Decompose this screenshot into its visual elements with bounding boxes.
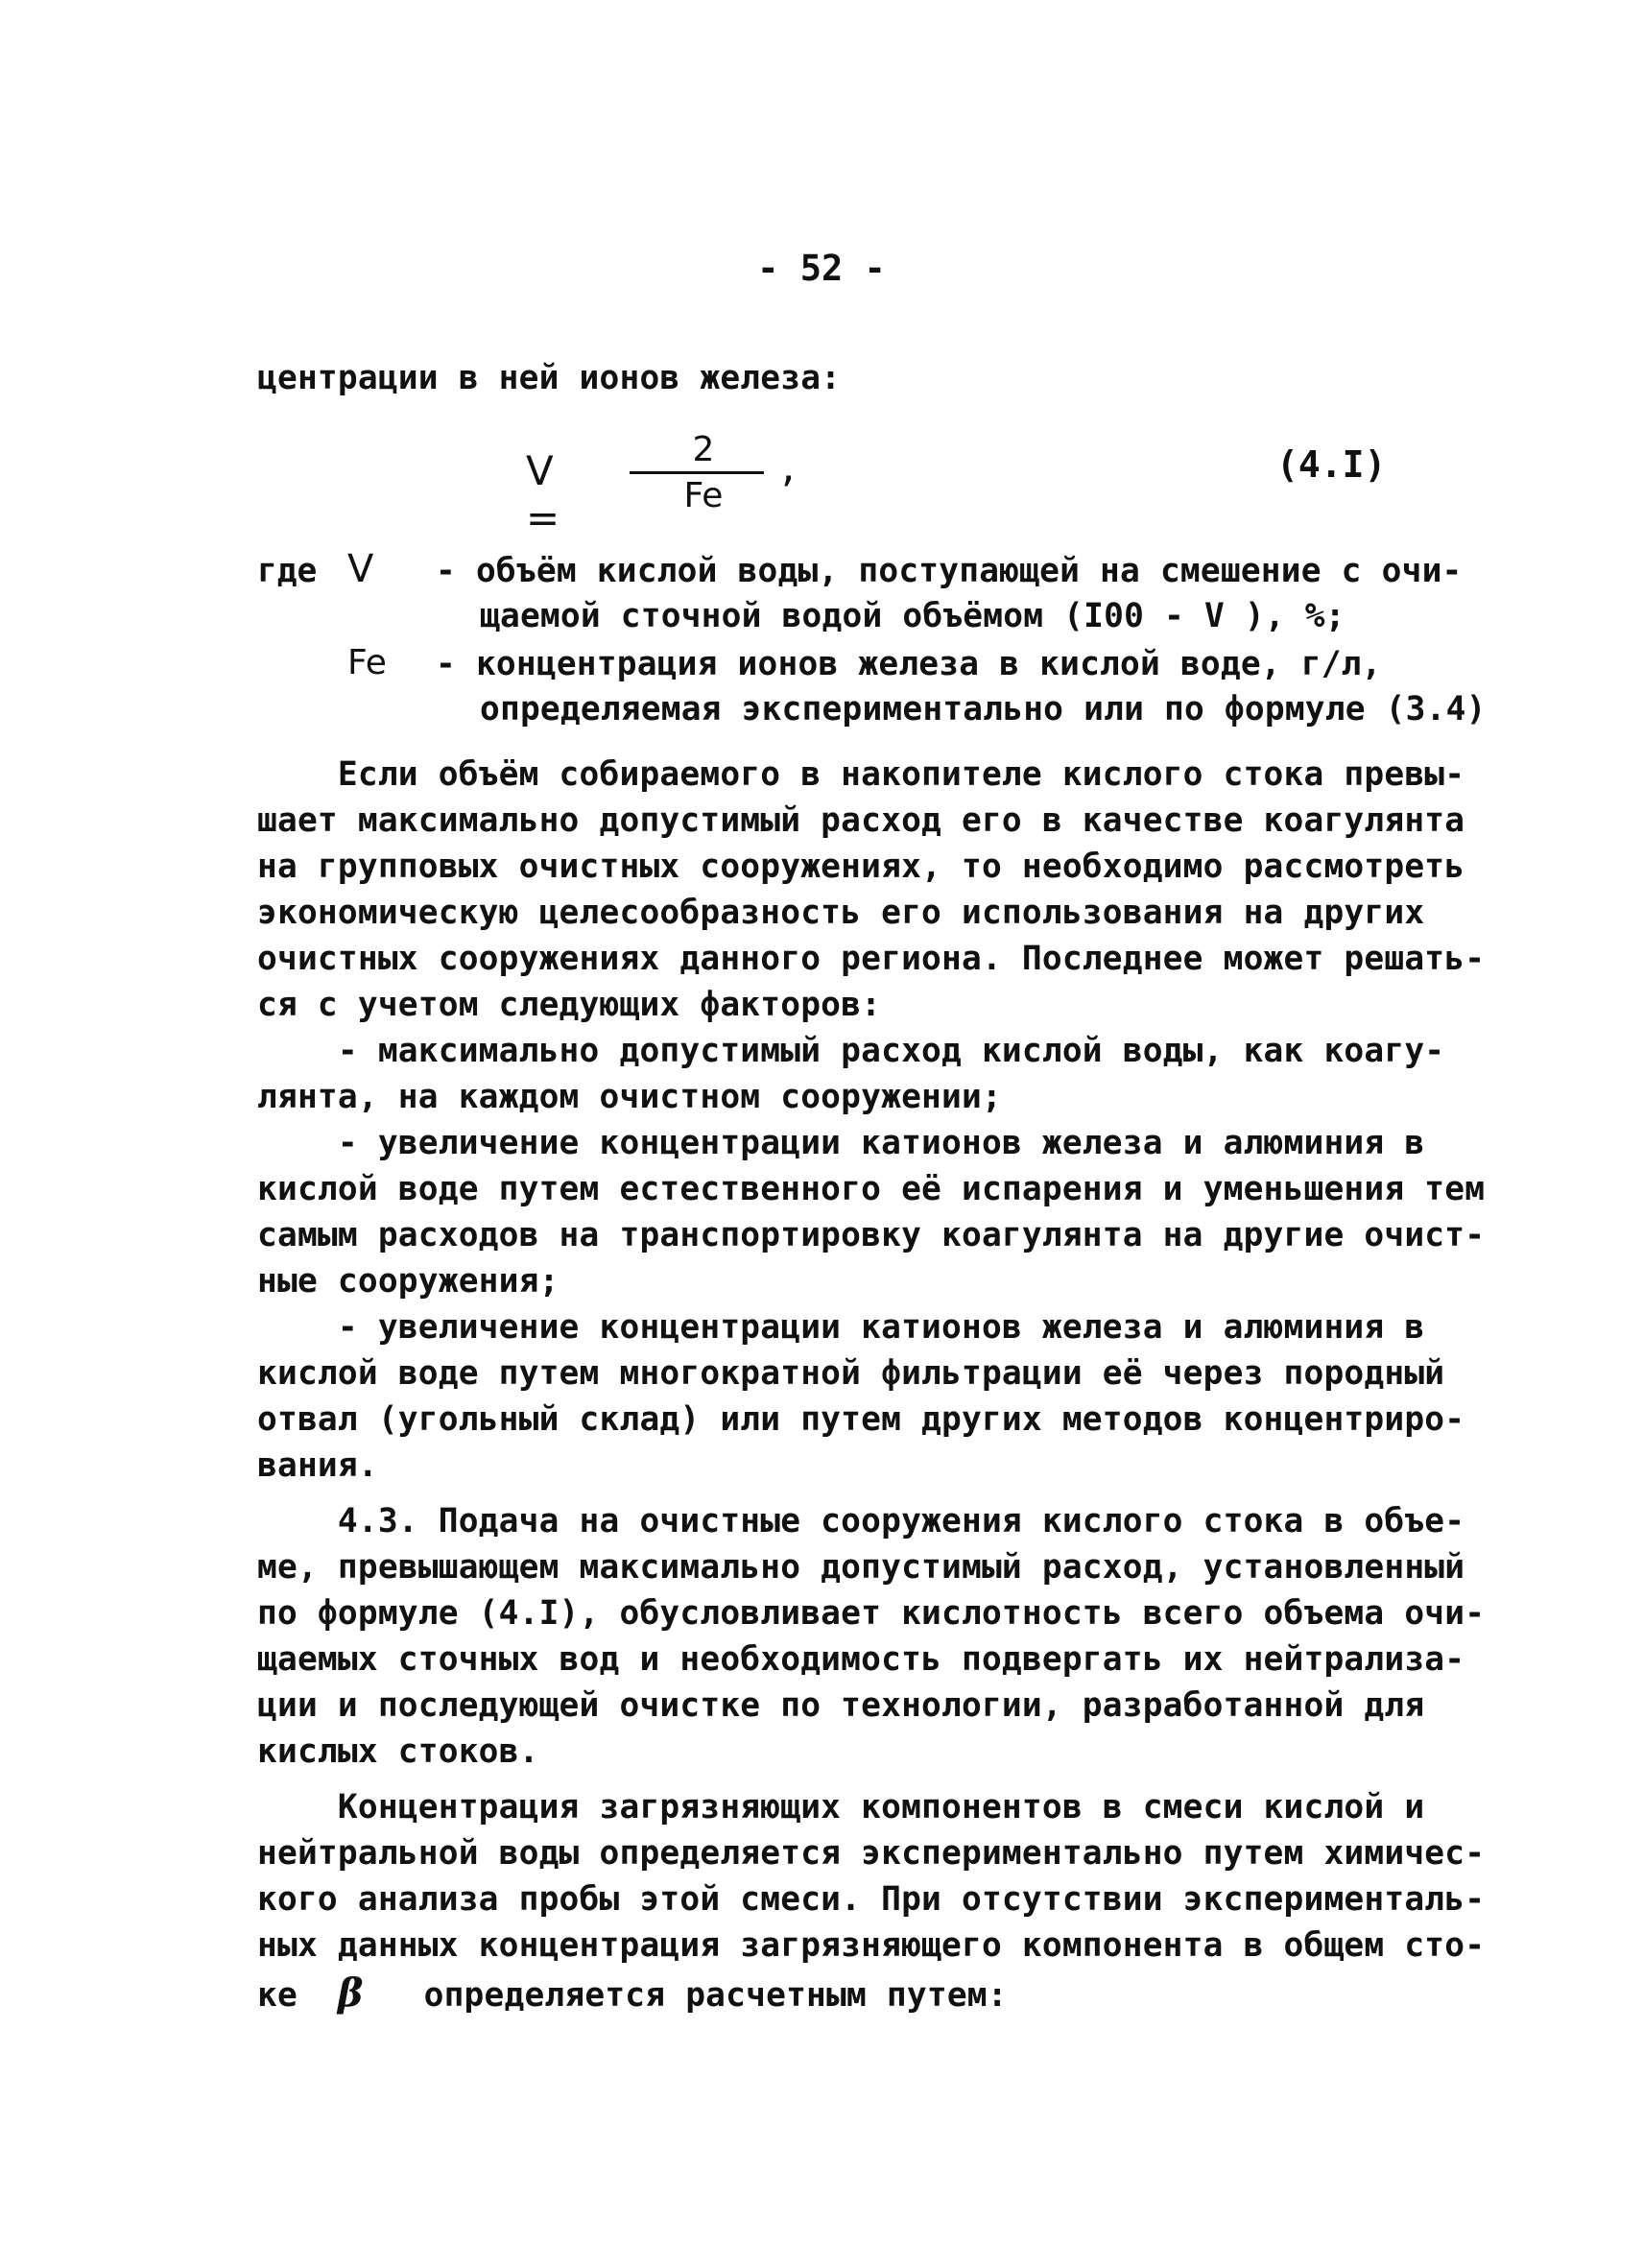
p1-line: - увеличение концентрации катионов железа и алюминия в bbox=[257, 1124, 1425, 1162]
formula-lhs: V = bbox=[526, 447, 560, 541]
formula-denominator: Fe bbox=[683, 476, 724, 515]
intro-line: центрации в ней ионов железа: bbox=[257, 359, 842, 397]
p1-line: - увеличение концентрации катионов железа и алюминия в bbox=[257, 1308, 1425, 1347]
p1-line: - максимально допустимый расход кислой воды, как коагу- bbox=[257, 1032, 1445, 1070]
p1-line: Если объём собираемого в накопителе кислого стока превы- bbox=[257, 755, 1465, 794]
equation-number: (4.I) bbox=[1276, 443, 1387, 486]
formula-numerator: 2 bbox=[692, 430, 715, 469]
where-label: где bbox=[257, 552, 318, 590]
where-symbol-v: V bbox=[347, 547, 374, 591]
p1-line: ные сооружения; bbox=[257, 1262, 560, 1301]
p3-line: ных данных концентрация загрязняющего компонента в общем сто- bbox=[257, 1926, 1486, 1965]
last-line-prefix: ке bbox=[257, 1976, 298, 2015]
p1-line: кислой воде путем естественного её испарения и уменьшения тем bbox=[257, 1170, 1486, 1208]
p3-line: нейтральной воды определяется экспериментально путем химичес- bbox=[257, 1834, 1486, 1873]
page-number: - 52 - bbox=[757, 248, 886, 289]
p1-line: отвал (угольный склад) или путем других методов концентриро- bbox=[257, 1400, 1465, 1439]
p1-line: лянта, на каждом очистном сооружении; bbox=[257, 1078, 1002, 1116]
p3-line: кого анализа пробы этой смеси. При отсутствии эксперименталь- bbox=[257, 1880, 1486, 1919]
fraction-bar bbox=[630, 471, 764, 474]
where-v-line-1: - объём кислой воды, поступающей на смешение с очи- bbox=[436, 552, 1463, 590]
p2-line: по формуле (4.I), обусловливает кислотность всего объема очи- bbox=[257, 1594, 1486, 1633]
p1-line: экономическую целесообразность его использования на других bbox=[257, 894, 1425, 932]
p1-line: очистных сооружениях данного региона. Последнее может решать- bbox=[257, 940, 1486, 978]
where-v-line-2: щаемой сточной водой объёмом (I00 - V ), %; bbox=[480, 597, 1345, 635]
p1-line: самым расходов на транспортировку коагулянта на другие очист- bbox=[257, 1216, 1486, 1254]
p1-line: кислой воде путем многократной фильтрации её через породный bbox=[257, 1354, 1445, 1393]
p3-line: Концентрация загрязняющих компонентов в смеси кислой и bbox=[257, 1788, 1425, 1826]
last-line bbox=[257, 1970, 1008, 2016]
p2-line: ции и последующей очистке по технологии, разработанной для bbox=[257, 1686, 1425, 1725]
p2-line: кислых стоков. bbox=[257, 1732, 539, 1771]
where-symbol-fe: Fe bbox=[347, 643, 387, 682]
last-line-suffix: определяется расчетным путем: bbox=[423, 1976, 1008, 2015]
beta-symbol: β bbox=[337, 1970, 364, 2016]
where-fe-line-2: определяемая экспериментально или по формуле (3.4) bbox=[480, 690, 1487, 728]
p2-line: 4.3. Подача на очистные сооружения кислого стока в объе- bbox=[257, 1502, 1465, 1540]
p1-line: ся с учетом следующих факторов: bbox=[257, 986, 882, 1024]
formula-comma: , bbox=[777, 447, 799, 489]
p1-line: вания. bbox=[257, 1446, 378, 1485]
p1-line: на групповых очистных сооружениях, то необходимо рассмотреть bbox=[257, 848, 1465, 886]
p1-line: шает максимально допустимый расход его в качестве коагулянта bbox=[257, 801, 1465, 840]
p2-line: ме, превышающем максимально допустимый расход, установленный bbox=[257, 1548, 1465, 1587]
where-fe-line-1: - концентрация ионов железа в кислой воде, г/л, bbox=[436, 645, 1382, 683]
p2-line: щаемых сточных вод и необходимость подвергать их нейтрализа- bbox=[257, 1640, 1465, 1679]
